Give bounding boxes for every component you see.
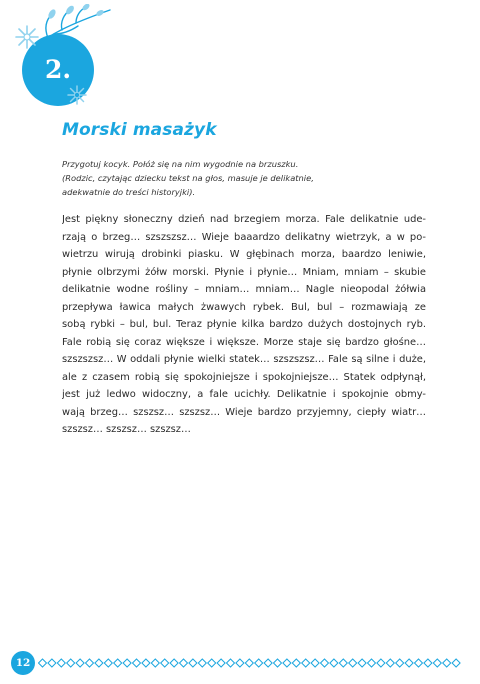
diamond-shape	[86, 659, 94, 667]
instruction-text	[62, 157, 362, 199]
story-line: Jest piękny słoneczny dzień nad brzegiem morza. Fale delikatnie ude-	[62, 214, 426, 225]
diamond-shape	[57, 659, 65, 667]
chapter-number: 2.	[44, 55, 72, 84]
diamond-shape	[170, 659, 178, 667]
diamond-shape	[104, 659, 112, 667]
diamond-shape	[76, 659, 84, 667]
story-line: szszszsz… W oddali płynie wielki statek… szszszsz… Fale są silne i duże,	[62, 354, 426, 365]
diamond-shape	[283, 659, 291, 667]
diamond-shape	[189, 659, 197, 667]
diamond-shape	[245, 659, 253, 667]
diamond-shape	[330, 659, 338, 667]
diamond-shape	[39, 659, 47, 667]
diamond-shape	[133, 659, 141, 667]
story-line: delikatnie wodne rośliny – mniam… mniam… Nagle nieopodal żółwia	[62, 284, 426, 295]
diamond-shape	[255, 659, 263, 667]
diamond-shape	[227, 659, 235, 667]
diamond-shape	[292, 659, 300, 667]
diamond-shape	[405, 659, 413, 667]
diamond-shape	[443, 659, 451, 667]
story-line: ale z czasem robią się spokojniejsze i spokojniejsze… Statek odpłynął,	[62, 371, 426, 383]
story-line: wają brzeg… szszsz… szszsz… Wieje bardzo przyjemny, ciepły wiatr…	[62, 406, 426, 418]
snowflake-icon	[14, 24, 40, 50]
diamond-shape	[452, 659, 460, 667]
instruction-line: Przygotuj kocyk. Połóż się na nim wygodnie na brzuszku.	[62, 159, 299, 169]
diamond-shape	[198, 659, 206, 667]
diamond-shape	[67, 659, 75, 667]
diamond-shape	[114, 659, 122, 667]
diamond-shape	[358, 659, 366, 667]
diamond-shape	[311, 659, 319, 667]
page-title: Morski masażyk	[62, 120, 217, 140]
diamond-shape	[123, 659, 131, 667]
diamond-shape	[386, 659, 394, 667]
diamond-shape	[396, 659, 404, 667]
diamond-shape	[321, 659, 329, 667]
story-text	[62, 211, 426, 439]
story-line: Fale robią się coraz większe i większe. Morze staje się bardzo głośne…	[62, 336, 426, 348]
diamond-shape	[48, 659, 56, 667]
instruction-line: adekwatnie do treści historyjki).	[62, 187, 196, 197]
story-line: sobą rybki – bul, bul. Teraz płynie kilka bardzo dużych dostojnych ryb.	[62, 319, 426, 330]
diamond-shape	[208, 659, 216, 667]
story-line: jest już ledwo widoczny, a fale ucichły. Delikatnie i spokojnie obmy-	[62, 389, 426, 400]
diamond-shape	[236, 659, 244, 667]
diamond-shape	[142, 659, 150, 667]
instruction-line: (Rodzic, czytając dziecku tekst na głos, masuje je delikatnie,	[62, 173, 314, 183]
diamond-pattern-border	[38, 657, 468, 669]
diamond-shape	[95, 659, 103, 667]
diamond-shape	[217, 659, 225, 667]
diamond-shape	[368, 659, 376, 667]
snowflake-icon	[66, 84, 88, 106]
diamond-shape	[433, 659, 441, 667]
diamond-shape	[161, 659, 169, 667]
diamond-shape	[264, 659, 272, 667]
diamond-shape	[302, 659, 310, 667]
diamond-shape	[377, 659, 385, 667]
diamond-shape	[151, 659, 159, 667]
story-line: przepływa ławica małych żwawych rybek. Bul, bul – rozmawiają ze	[62, 301, 426, 313]
diamond-shape	[339, 659, 347, 667]
story-line: płynie olbrzymi żółw morski. Płynie i płynie… Mniam, mniam – skubie	[62, 266, 426, 278]
story-line: rzają o brzeg… szszszsz… Wieje baaardzo delikatny wietrzyk, a w po-	[62, 231, 426, 243]
story-line: wietrzu wirują drobinki piasku. W głębinach morza, baardzo leniwie,	[62, 249, 426, 260]
diamond-shape	[349, 659, 357, 667]
story-line: szszsz… szszsz… szszsz…	[62, 424, 191, 435]
diamond-shape	[424, 659, 432, 667]
diamond-shape	[415, 659, 423, 667]
diamond-shape	[180, 659, 188, 667]
diamond-shape	[274, 659, 282, 667]
page-number: 12	[11, 651, 35, 675]
